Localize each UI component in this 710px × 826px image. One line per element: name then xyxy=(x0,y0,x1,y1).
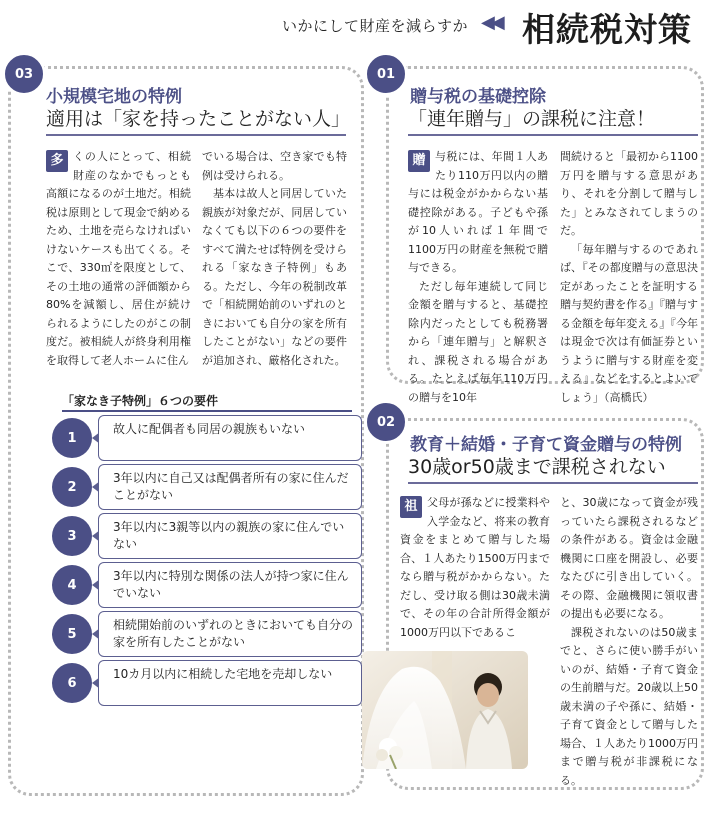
requirement-number: 3 xyxy=(52,516,92,556)
section-03-badge: 03 xyxy=(2,52,46,96)
requirement-item xyxy=(52,516,362,556)
wedding-photo xyxy=(362,651,528,769)
requirement-text: 3年以内に3親等以内の親族の家に住んでいない xyxy=(98,513,362,559)
section-02-dropcap: 祖 xyxy=(400,496,422,518)
section-02-col2 xyxy=(560,494,698,790)
wedding-photo-illustration xyxy=(362,651,528,769)
section-03-dropcap: 多 xyxy=(46,150,68,172)
requirement-item xyxy=(52,467,362,507)
requirement-item xyxy=(52,663,362,703)
section-02-badge: 02 xyxy=(364,400,408,444)
section-01-badge: 01 xyxy=(364,52,408,96)
requirements-title: 「家なき子特例」６つの要件 xyxy=(62,394,219,408)
section-01-subtitle: 「連年贈与」の課税に注意！ xyxy=(408,108,656,130)
section-03-col1-text: くの人にとって、相続財産のなかでもっとも高額になるのが土地だ。相続税は原則として現金で納めるため、土地を売らなければいけないケースも出てくる。そこで、330㎡を限度として、その土地の通常の評価額から80%を減額し、居住が続けられるようにしたのがこの制度だ。被相続人が終身利用権を取得して老人ホームに住ん xyxy=(46,150,191,367)
requirement-number: 1 xyxy=(52,418,92,458)
requirement-item xyxy=(52,565,362,605)
section-02-col1-text: 父母が孫などに授業料や入学金など、将来の教育資金をまとめて贈与した場合、１人あたり1500万円までなら贈与税がかからない。ただし、受け取る側は30歳未満で、その年の合計所得金額が1000万円以下であるこ xyxy=(400,496,550,639)
section-02-col2-p2: 課税されないのは50歳までと、さらに使い勝手がいいのが、結婚・子育て資金の生前贈与だ。20歳以上50歳未満の子や孫に、結婚・子育て資金として贈与した場合、１人あたり1000万円まで贈与税が非課税になる。 xyxy=(560,625,698,787)
page-header xyxy=(0,0,710,52)
section-03-col2-p2: 基本は故人と同居していた親族が対象だが、同居していなくても以下の６つの要件をすべて満たせば特例を受けられる「家なき子特例」もある。ただし、今年の税制改革で「相続開始前のいずれのときにおいても自分の家を所有したことがない」などの要件が追加され、厳格化された。 xyxy=(202,187,347,367)
double-arrow-icon: ◀◀ xyxy=(481,12,501,33)
section-03-col2 xyxy=(202,148,347,370)
requirement-item xyxy=(52,614,362,654)
requirement-text: 相続開始前のいずれのときにおいても自分の家を所有したことがない xyxy=(98,611,362,657)
section-01-col1-p1: 与税には、年間１人あたり110万円以内の贈与には税金がかからない基礎控除がある。子どもや孫が10人いれば１年間で1100万円の財産を無税で贈与できる。 xyxy=(408,150,548,274)
requirement-text: 3年以内に自己又は配偶者所有の家に住んだことがない xyxy=(98,464,362,510)
requirements-rule xyxy=(62,410,352,412)
requirement-item xyxy=(52,418,362,458)
section-03-col1 xyxy=(46,148,191,370)
requirement-number: 2 xyxy=(52,467,92,507)
requirement-text: 3年以内に特別な関係の法人が持つ家に住んでいない xyxy=(98,562,362,608)
requirement-text: 10カ月以内に相続した宅地を売却しない xyxy=(98,660,362,706)
section-01-col1-p2: ただし毎年連続して同じ金額を贈与すると、基礎控除内だったとしても税務署から「連年贈与」と解釈され、課税される場合がある。たとえば毎年110万円の贈与を10年 xyxy=(408,279,548,404)
section-01-rule xyxy=(408,134,698,136)
requirement-text: 故人に配偶者も同居の親族もいない xyxy=(98,415,362,461)
section-02-subtitle: 30歳or50歳まで課税されない xyxy=(408,456,666,478)
section-02-title: 教育＋結婚・子育て資金贈与の特例 xyxy=(410,435,682,455)
section-01-dropcap: 贈 xyxy=(408,150,430,172)
section-01-col2-p1: 間続けると「最初から1100万円を贈与する意思があり、それを分割して贈与した」とみなされてしまうのだ。 xyxy=(560,150,698,237)
header-subtitle: いかにして財産を減らすか xyxy=(282,17,469,35)
header-title: 相続税対策 xyxy=(522,10,692,49)
section-01-col1 xyxy=(408,148,548,407)
section-03-title: 小規模宅地の特例 xyxy=(46,87,182,107)
section-02-rule xyxy=(408,482,698,484)
section-02-col1 xyxy=(400,494,550,642)
section-01-col2-p2: 「毎年贈与するのであれば、『その都度贈与の意思決定があったことを証明する贈与契約書を作る』『贈与する金額を毎年変える』『今年は現金で次は有価証券というように贈与する財産を変える』などをするとよいでしょう」（高橋氏） xyxy=(560,242,698,404)
section-01-title: 贈与税の基礎控除 xyxy=(410,87,546,107)
section-03-subtitle: 適用は「家を持ったことがない人」 xyxy=(46,108,351,130)
section-03-rule xyxy=(46,134,346,136)
section-01-col2 xyxy=(560,148,698,407)
section-03-col2-p1: でいる場合は、空き家でも特例は受けられる。 xyxy=(202,150,347,182)
requirement-number: 5 xyxy=(52,614,92,654)
requirement-number: 4 xyxy=(52,565,92,605)
section-02-col2-p1: と、30歳になって資金が残っていたら課税されるなどの条件がある。資金は金融機関に口座を開設し、必要なたびに引き出していく。その際、金融機関に領収書の提出も必要になる。 xyxy=(560,496,698,620)
requirement-number: 6 xyxy=(52,663,92,703)
